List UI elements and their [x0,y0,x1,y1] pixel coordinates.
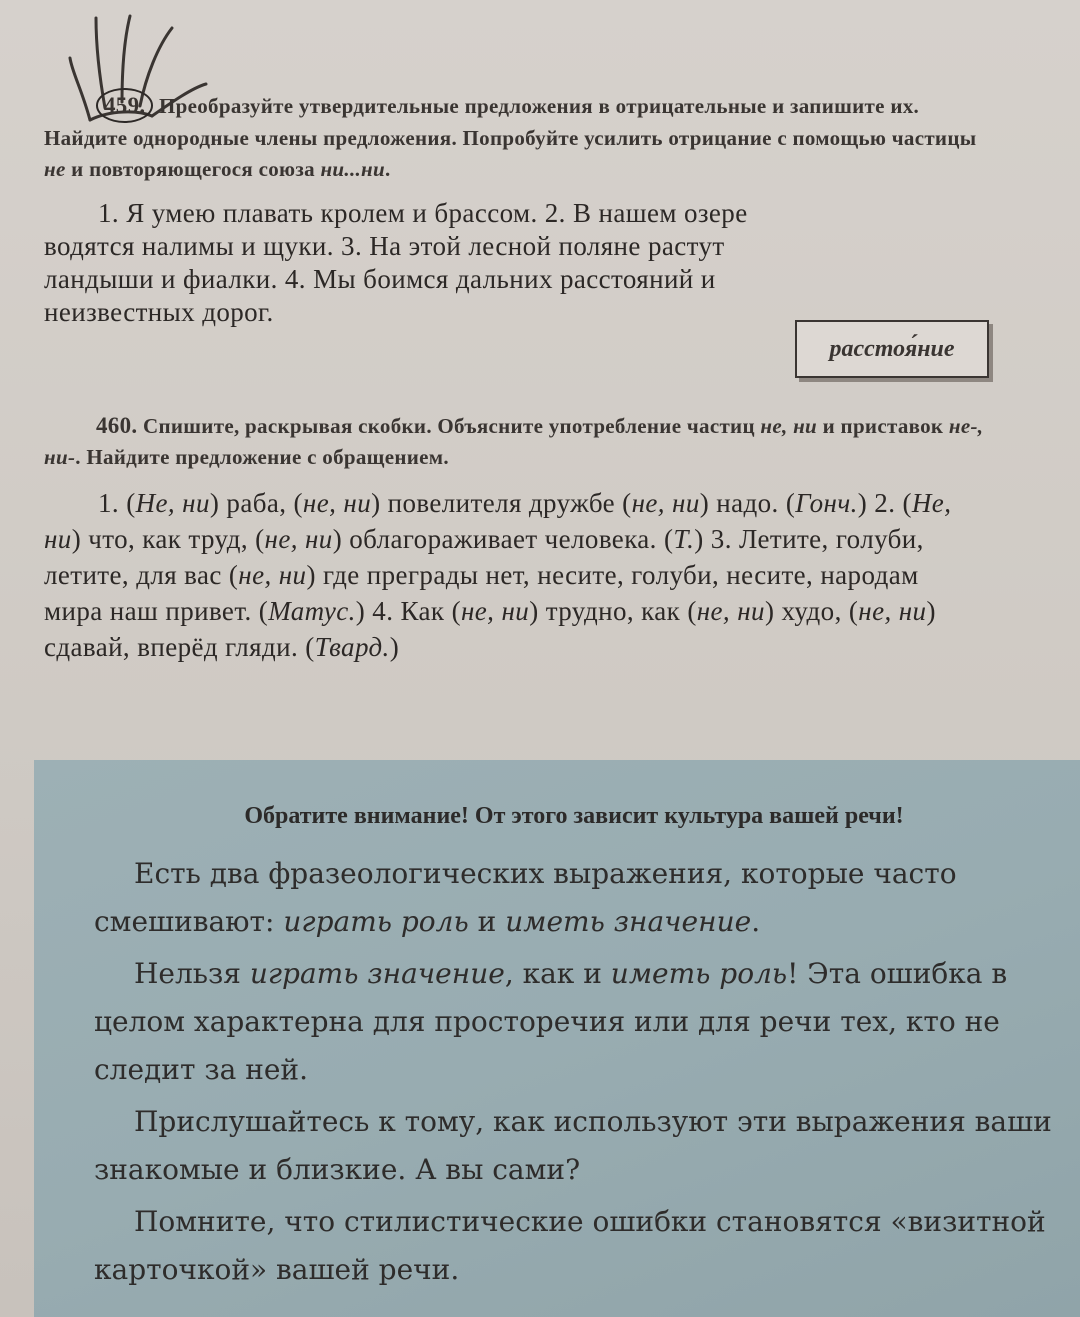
sentence-text: ) 4. Как ( [355,596,461,626]
sentence-option: не, ни [461,596,530,626]
sentence-option: не, ни [631,488,700,518]
exercise-459-number: 459. [96,88,153,123]
sentence-option: не, ни [696,596,765,626]
note-text: Нельзя [134,957,250,990]
exercise-459-task [44,88,989,185]
note-text: . [751,905,761,938]
exercise-460-task [44,410,989,473]
note-paragraph-2 [94,950,1054,1094]
sentence-text: ) сдавай, вперёд гляди. ( [44,596,936,662]
sentence-source: Матус. [268,596,356,626]
sentence-text: ) раба, ( [209,488,303,518]
sentence-text: ) надо. ( [699,488,796,518]
sentence-option: Не, ни [135,488,210,518]
task-term: не [44,157,66,181]
task-term: не-, ни- [44,414,984,469]
sentence-text: ) худо, ( [764,596,859,626]
note-body [94,800,1054,1298]
sentence-text: ) где преграды нет, несите, голуби, несите, народам мира наш привет. ( [44,560,919,626]
exercise-459 [44,88,989,329]
note-text: , как и [504,957,611,990]
sentence-text: ) трудно, как ( [529,596,697,626]
note-paragraph-3: Прислушайтесь к тому, как используют эти выражения ваши знакомые и близкие. А вы сами? [94,1105,1052,1186]
task-term: не, ни [760,414,818,438]
note-phrase: иметь значение [505,905,752,938]
sentence-option: не, ни [858,596,927,626]
sentence-option: не, ни [238,560,307,590]
note-phrase: играть роль [283,905,469,938]
sentence-text: ) 3. Летите, голуби, летите, для вас ( [44,524,924,590]
sentence-option: Не, ни [44,488,952,554]
note-text: и [468,905,506,938]
sentence-text: ) 2. ( [857,488,912,518]
sentence-text: ) [389,632,400,662]
sentence-source: Твард. [314,632,390,662]
note-text: ! Эта ошибка в целом характерна для просторечия или для речи тех, кто не следит за ней. [94,957,1008,1086]
sentence-text: ) облагораживает человека. ( [332,524,674,554]
sentence-text: ) что, как труд, ( [71,524,265,554]
sentence-option: не, ни [302,488,372,518]
task-term: ни...ни [320,157,385,181]
vocabulary-word-box: расстоя́ние [795,320,989,378]
task-text: Спишите, раскрывая скобки. Объясните употребление частиц [143,414,761,438]
note-phrase: иметь роль [610,957,788,990]
sentence-text: 1. ( [98,488,136,518]
speech-culture-note [34,760,1080,1317]
note-header: Обратите внимание! От этого зависит культура вашей речи! [244,803,904,829]
task-text: Преобразуйте утвердительные предложения в отрицательные и запишите их. Найдите однородные члены предложения. Попробуйте усилить отрицание с помощью частицы [44,94,977,150]
sentence-option: не, ни [264,524,333,554]
note-text: Есть два фразеологических выражения, которые часто смешивают: [94,857,957,938]
exercise-460-number: 460. [96,413,138,438]
note-paragraph-4: Помните, что стилистические ошибки становятся «визитной карточкой» вашей речи. [94,1205,1046,1286]
note-paragraph-1 [94,850,1054,946]
sentence-source: Гонч. [795,488,858,518]
exercise-460-sentences [44,485,984,665]
task-text: и приставок [817,414,949,438]
exercise-460 [44,410,989,665]
note-phrase: играть значение [249,957,505,990]
task-text: . Найдите предложение с обращением. [75,445,449,469]
sentence-source: Т. [673,524,695,554]
task-text: и повторяющегося союза [65,157,321,181]
sentence-text: ) повелителя дружбе ( [371,488,632,518]
exercise-459-sentences: 1. Я умею плавать кролем и брассом. 2. В нашем озере водятся налимы и щуки. 3. На этой лесной поляне растут ландыши и фиалки. 4. Мы боимся дальних расстояний и неизвестных дорог. [44,198,748,327]
task-text: . [385,157,391,181]
